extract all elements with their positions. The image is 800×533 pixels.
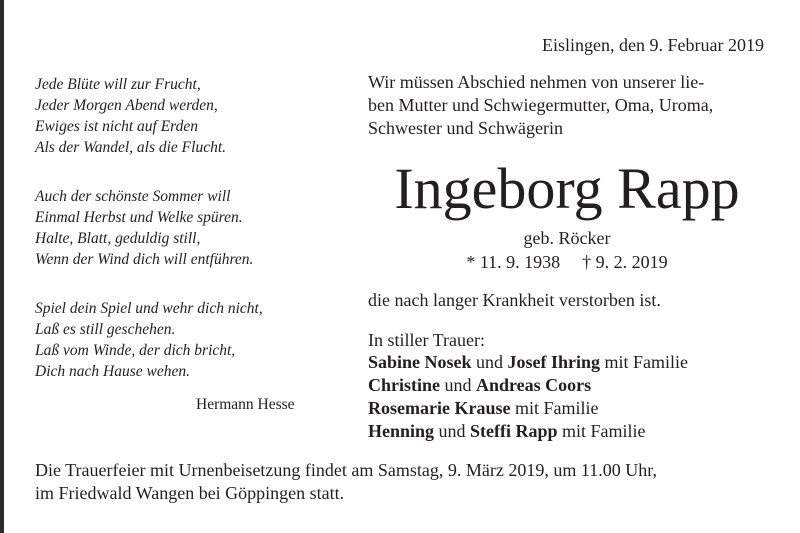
mourner-row: Rosemarie Krause mit Familie [368,398,599,418]
intro-line: Schwester und Schwägerin [368,118,563,138]
mourner-row: Henning und Steffi Rapp mit Familie [368,421,646,441]
deceased-name: Ingeborg Rapp [394,156,740,221]
mourner-row: Sabine Nosek und Josef Ihring mit Familie [368,352,689,372]
mourner-name: Steffi Rapp [470,421,558,441]
mourner-name: Sabine Nosek [368,352,472,372]
life-dates [368,253,766,271]
maiden-name: geb. Röcker [523,228,611,248]
poem-line: Laß es still geschehen. [35,321,176,338]
poem-line: Wenn der Wind dich will entführen. [35,251,254,268]
left-border [0,0,4,533]
mourner-row: Christine und Andreas Coors [368,375,592,395]
poem-line: Jeder Morgen Abend werden, [35,97,218,114]
mourner-name: Andreas Coors [476,375,592,395]
footer-line: Die Trauerfeier mit Urnenbeisetzung findet am Samstag, 9. März 2019, um 11.00 Uhr, [35,460,657,480]
intro-line: Wir müssen Abschied nehmen von unserer lie- [368,72,705,92]
footer-line: im Friedwald Wangen bei Göppingen statt. [35,483,345,503]
poem-line: Auch der schönste Sommer will [35,188,231,205]
after-name-text: die nach langer Krankheit verstorben ist. [368,290,661,310]
poem-line: Spiel dein Spiel und wehr dich nicht, [35,300,263,317]
poem-line: Einmal Herbst und Welke spüren. [35,209,243,226]
intro-line: ben Mutter und Schwiegermutter, Oma, Uroma, [368,95,714,115]
date-line: Eislingen, den 9. Februar 2019 [542,35,764,55]
birth-date: * 11. 9. 1938 [466,252,561,272]
poem-line: Jede Blüte will zur Frucht, [35,76,201,93]
mourner-name: Rosemarie Krause [368,398,511,418]
poem-line: Ewiges ist nicht auf Erden [35,118,199,135]
mourners-heading: In stiller Trauer: [368,330,485,350]
mourner-name: Josef Ihring [507,352,601,372]
death-date: † 9. 2. 2019 [582,252,668,272]
poem-line: Laß vom Winde, der dich bricht, [35,342,236,359]
poem-author: Hermann Hesse [196,396,295,413]
mourner-name: Henning [368,421,435,441]
poem-line: Als der Wandel, als die Flucht. [35,139,227,156]
poem-line: Dich nach Hause wehen. [35,363,190,380]
mourner-name: Christine [368,375,440,395]
poem-line: Halte, Blatt, geduldig still, [35,230,201,247]
